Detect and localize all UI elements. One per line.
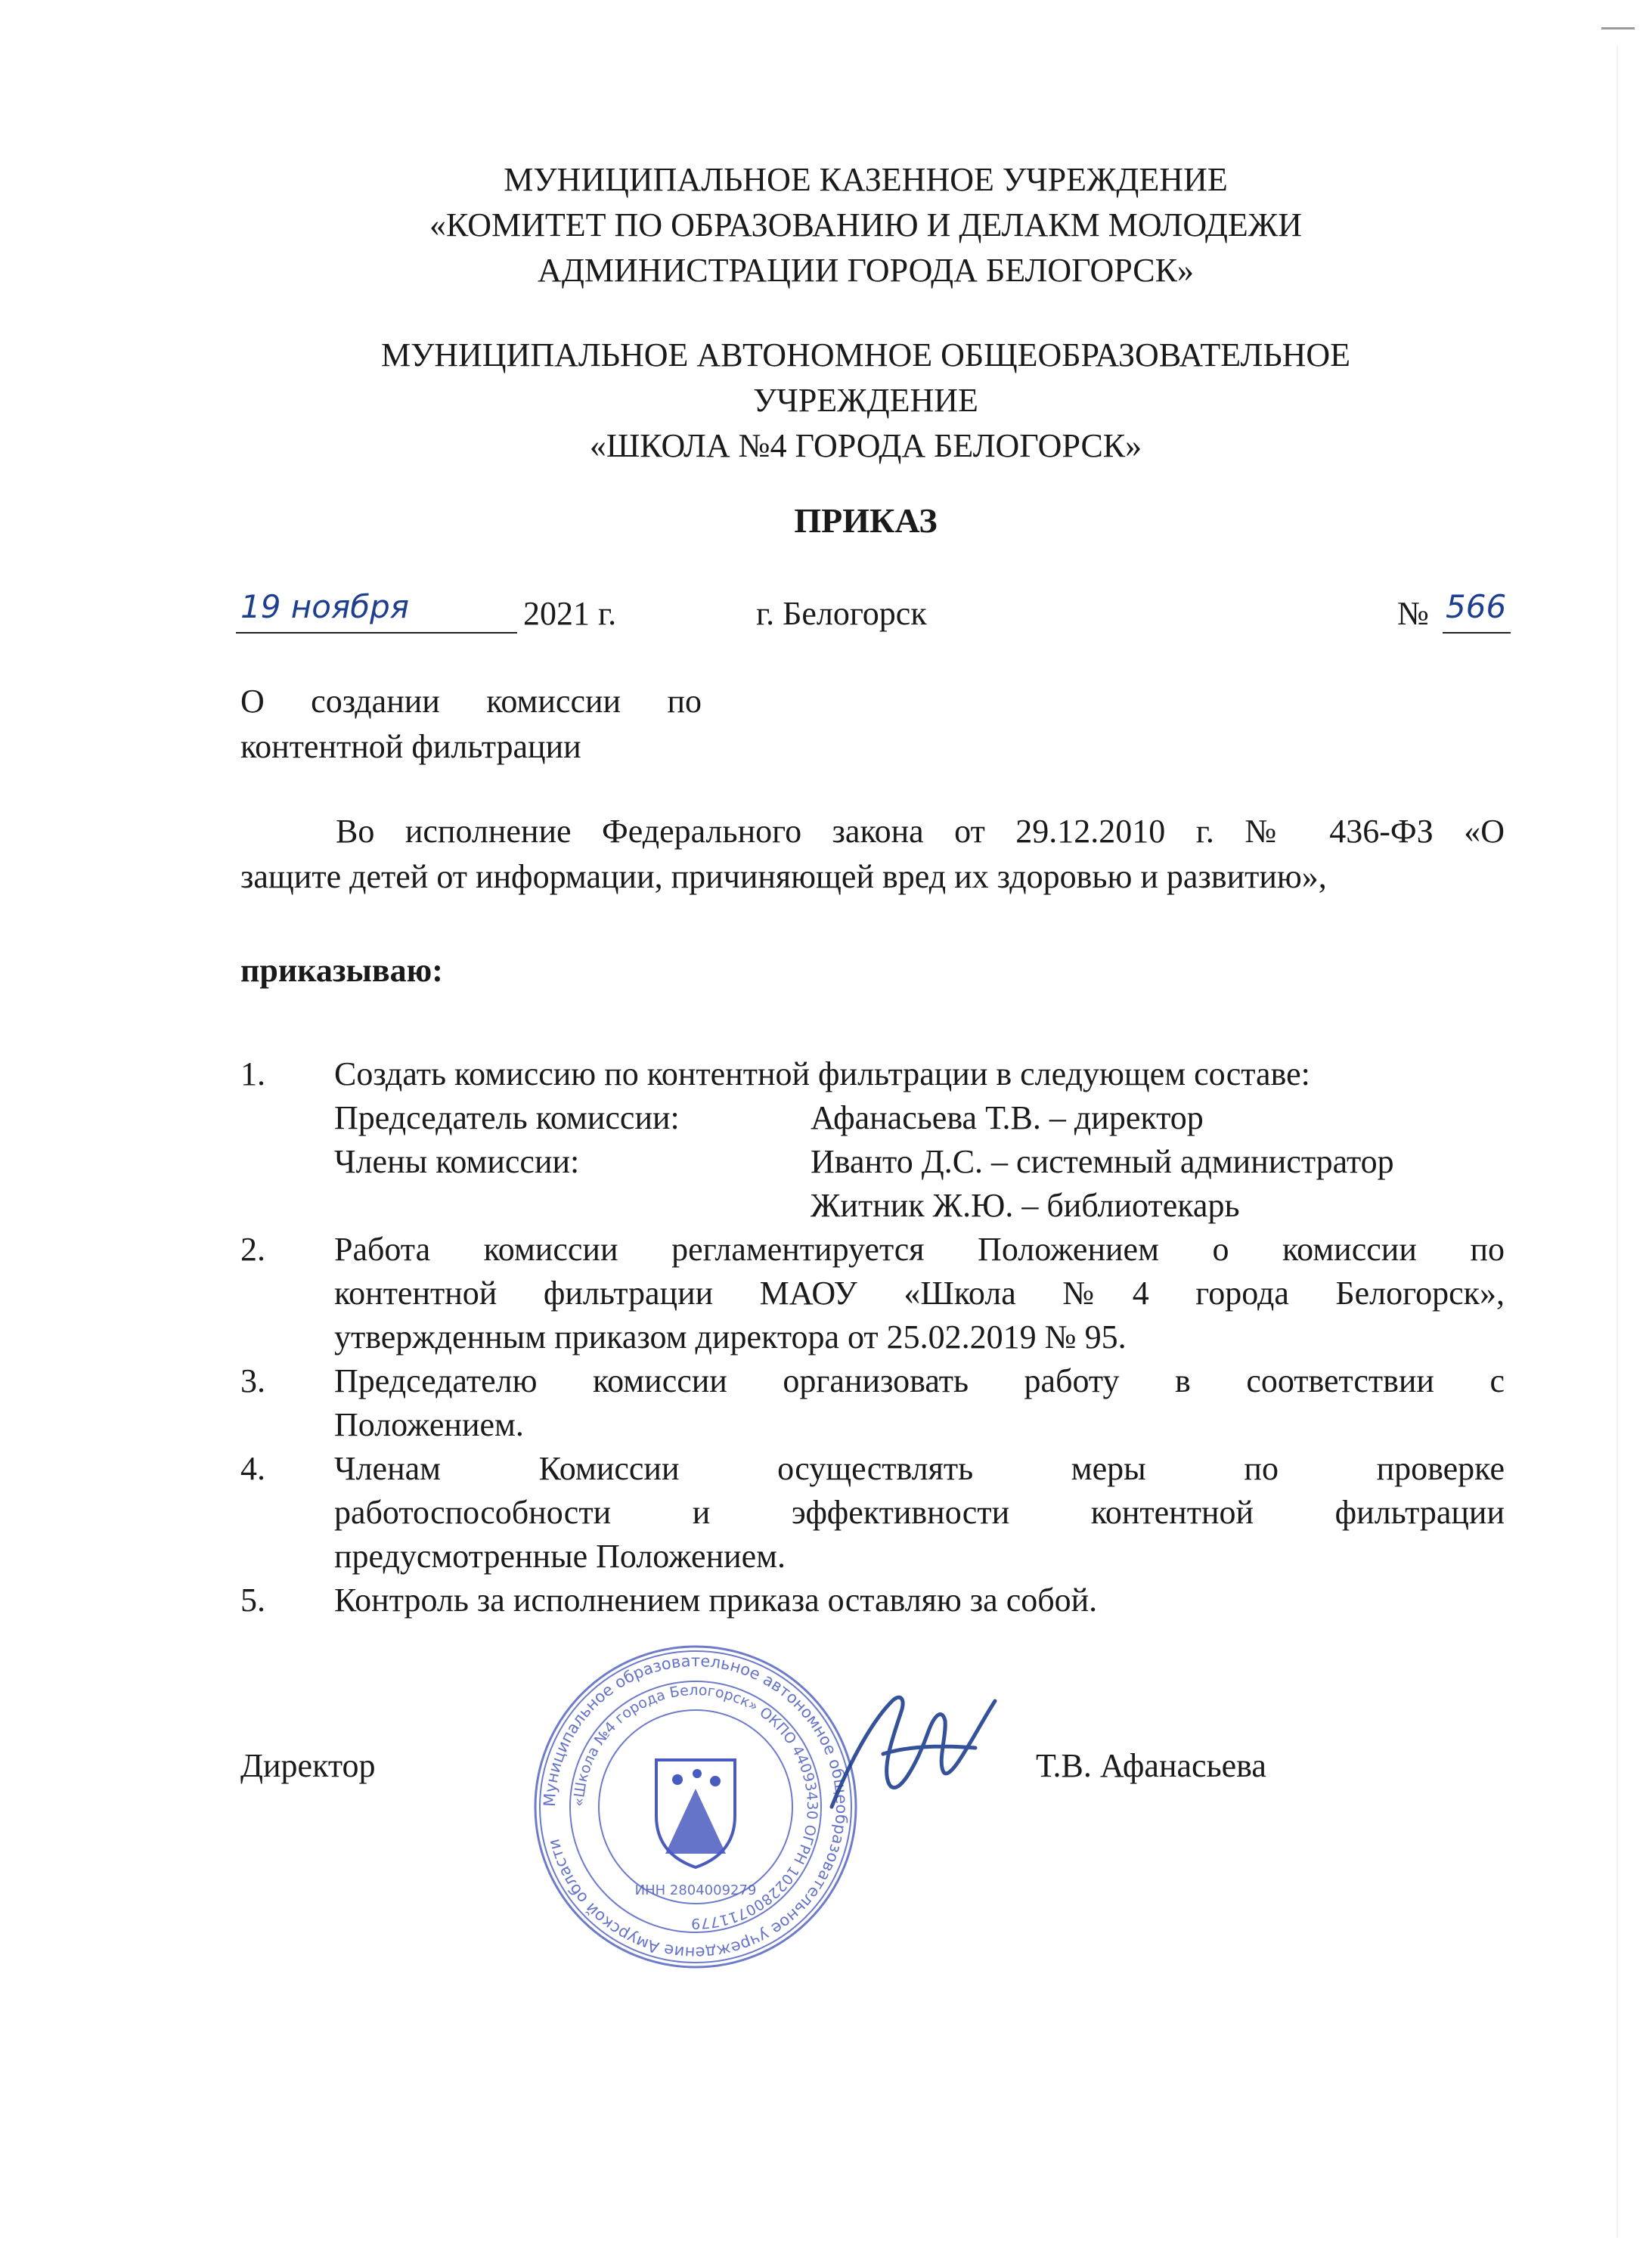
member-row (334, 1184, 1505, 1228)
signatory-role: Директор (240, 1747, 376, 1784)
date-underline (236, 632, 517, 634)
member-row (334, 1096, 1505, 1140)
header-committee-line: МУНИЦИПАЛЬНОЕ КАЗЕННОЕ УЧРЕЖДЕНИЕ (504, 161, 1228, 198)
item-number: 4. (240, 1450, 265, 1487)
order-year: 2021 г. (523, 595, 617, 632)
stamp-outer-text: Муниципальное образовательное автономное общеобразовательное учреждение Амурской области (540, 1651, 851, 1963)
header-school-line: УЧРЕЖДЕНИЕ (753, 382, 978, 419)
item-line: утвержденным приказом директора от 25.02.2019 № 95. (334, 1318, 1127, 1356)
item-number: 3. (240, 1362, 265, 1399)
preamble (240, 809, 1505, 900)
scan-edge-mark (1601, 27, 1635, 29)
handwritten-signature (817, 1678, 1013, 1830)
member-name: Афанасьева Т.В. – директор (811, 1099, 1204, 1136)
member-role: Члены комиссии: (334, 1143, 580, 1180)
header-school (227, 333, 1505, 469)
official-stamp (529, 1641, 862, 1973)
item-line: Создать комиссию по контентной фильтрации в следующем составе: (334, 1055, 1310, 1092)
member-role (334, 1184, 811, 1228)
stamp-inner-text: «Школа №4 города Белогорск» ОКПО 44093430 ОГРН 1022800711779 (570, 1681, 821, 1932)
item-number: 1. (240, 1055, 265, 1092)
item-line: работоспособности и эффективности контентной фильтрации (334, 1494, 1505, 1531)
subject-line: О создании комиссии по (240, 683, 702, 720)
scan-edge-line (1616, 45, 1618, 2238)
item-line: Членам Комиссии осуществлять меры по проверке (334, 1450, 1505, 1487)
member-name: Житник Ж.Ю. – библиотекарь (811, 1187, 1240, 1224)
item-line: Положением. (334, 1406, 524, 1443)
member-row (334, 1140, 1505, 1184)
stamp-inn-text: ИНН 2804009279 (634, 1882, 757, 1898)
item-number: 5. (240, 1582, 265, 1619)
member-role: Председатель комиссии: (334, 1099, 680, 1136)
order-item (240, 1579, 1505, 1622)
stamp-emblem-icon (656, 1760, 735, 1867)
number-underline (1443, 632, 1511, 634)
item-line: предусмотренные Положением. (334, 1538, 786, 1575)
item-number: 2. (240, 1231, 265, 1268)
order-number-label: № (1397, 595, 1429, 632)
preamble-line: Во исполнение Федерального закона от 29.12.2010 г. № 436-ФЗ «О (336, 813, 1505, 850)
order-title: ПРИКАЗ (794, 501, 938, 540)
header-committee (227, 157, 1505, 293)
subject-line: контентной фильтрации (240, 728, 581, 765)
handwritten-order-number: 566 (1446, 588, 1507, 625)
item-line: Работа комиссии регламентируется Положением о комиссии по (334, 1231, 1505, 1268)
order-item (240, 1052, 1505, 1228)
item-line: Контроль за исполнением приказа оставляю за собой. (334, 1582, 1098, 1619)
header-committee-line: «КОМИТЕТ ПО ОБРАЗОВАНИЮ И ДЕЛАКМ МОЛОДЕЖИ (429, 206, 1302, 243)
header-committee-line: АДМИНИСТРАЦИИ ГОРОДА БЕЛОГОРСК» (538, 252, 1194, 289)
order-city: г. Белогорск (756, 595, 927, 632)
signatory-name: Т.В. Афанасьева (1036, 1747, 1266, 1784)
header-school-line: МУНИЦИПАЛЬНОЕ АВТОНОМНОЕ ОБЩЕОБРАЗОВАТЕЛЬНОЕ (380, 336, 1351, 373)
item-line: Председателю комиссии организовать работу в соответствии с (334, 1362, 1505, 1399)
order-item (240, 1447, 1505, 1579)
item-line: контентной фильтрации МАОУ «Школа №4 города Белогорск», (334, 1275, 1505, 1312)
header-school-line: «ШКОЛА №4 ГОРОДА БЕЛОГОРСК» (589, 427, 1142, 464)
preamble-line: защите детей от информации, причиняющей вред их здоровью и развитию», (240, 858, 1327, 895)
order-item (240, 1228, 1505, 1359)
order-subject (240, 679, 702, 770)
member-name: Иванто Д.С. – системный администратор (811, 1143, 1394, 1180)
decree-word: приказываю: (240, 952, 443, 989)
order-item (240, 1359, 1505, 1447)
order-items (240, 1052, 1505, 1622)
handwritten-date: 19 ноября (240, 588, 410, 625)
